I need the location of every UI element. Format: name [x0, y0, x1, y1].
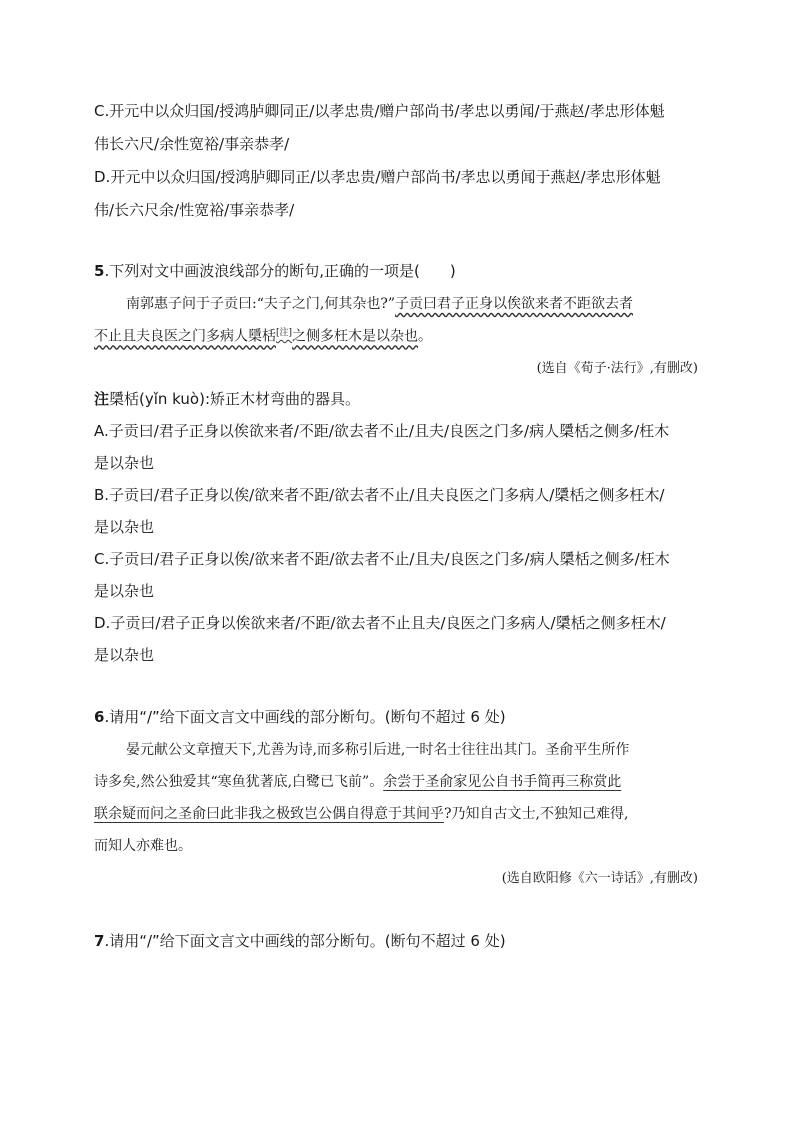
q6-number: 6 — [94, 708, 105, 726]
q5-stem — [94, 260, 456, 281]
q5-number: 5 — [94, 262, 105, 280]
note-marker: [注] — [276, 328, 293, 338]
q5-option-d-line2: 是以杂也 — [94, 646, 155, 664]
q4-option-c-line2: 伟长六尺/余性宽裕/事亲恭孝/ — [94, 135, 290, 153]
q6-stem — [94, 706, 506, 727]
q5-option-b-line2: 是以杂也 — [94, 518, 155, 536]
q7-stem — [94, 930, 506, 951]
q6-stem-text: .请用“/”给下面文言文中画线的部分断句。(断句不超过 6 处) — [104, 708, 506, 726]
q6-passage-line3: 联余疑而问之圣俞曰此非我之极致岂公偶自得意于其间乎?乃知自古文士,不独知己难得, — [94, 806, 629, 822]
q5-option-a-line1: A.子贡曰/君子正身以俟欲来者/不距/欲去者不止/且夫/良医之门多/病人檃栝之侧多/枉木 — [94, 422, 670, 440]
q6-passage-line4: 而知人亦难也。 — [94, 838, 192, 854]
q5-passage-line2: 不止且夫良医之门多病人檃栝[注]之侧多枉木是以杂也。 — [94, 328, 433, 345]
q5-note: 注檃栝(yǐn kuò):矫正木材弯曲的器具。 — [94, 390, 361, 408]
q5-option-b-line1: B.子贡曰/君子正身以俟/欲来者不距/欲去者不止/且夫良医之门多病人/檃栝之侧多枉木/ — [94, 486, 665, 504]
q5-option-a-line2: 是以杂也 — [94, 454, 155, 472]
q6-passage-line2: 诗多矣,然公独爱其“寒鱼犹著底,白鹭已飞前”。余尝于圣俞家见公自书手简再三称赏此 — [94, 774, 622, 790]
q4-option-d-line2: 伟/长六尺余/性宽裕/事亲恭孝/ — [94, 201, 295, 219]
q5-passage-line1: 南郭惠子问于子贡曰:“夫子之门,何其杂也?”子贡曰君子正身以俟欲来者不距欲去者 — [126, 296, 633, 312]
q5-option-d-line1: D.子贡曰/君子正身以俟欲来者/不距/欲去者不止且夫/良医之门多病人/檃栝之侧多枉木/ — [94, 614, 666, 632]
q6-source: (选自欧阳修《六一诗话》,有删改) — [501, 871, 698, 886]
q5-source: (选自《荀子·法行》,有删改) — [536, 361, 698, 376]
q6-passage-line1: 晏元献公文章擅天下,尤善为诗,而多称引后进,一时名士往往出其门。圣俞平生所作 — [126, 742, 630, 758]
q5-option-c-line2: 是以杂也 — [94, 582, 155, 600]
q5-wavy-segment: 子贡曰君子正身以俟欲来者不距欲去者 — [395, 296, 633, 312]
q7-stem-text: .请用“/”给下面文言文中画线的部分断句。(断句不超过 6 处) — [104, 932, 506, 950]
q7-number: 7 — [94, 932, 105, 950]
q5-option-c-line1: C.子贡曰/君子正身以俟/欲来者不距/欲去者不止/且夫/良医之门多/病人檃栝之侧多/枉木 — [94, 550, 670, 568]
q4-option-c-line1: C.开元中以众归国/授鸿胪卿同正/以孝忠贵/赠户部尚书/孝忠以勇闻/于燕赵/孝忠形体魁 — [94, 102, 665, 120]
q6-underlined-segment: 余尝于圣俞家见公自书手简再三称赏此 — [383, 774, 622, 790]
q4-option-d-line1: D.开元中以众归国/授鸿胪卿同正/以孝忠贵/赠户部尚书/孝忠以勇闻于燕赵/孝忠形体魁 — [94, 168, 661, 186]
q5-stem-text: .下列对文中画波浪线部分的断句,正确的一项是( ) — [104, 262, 456, 280]
